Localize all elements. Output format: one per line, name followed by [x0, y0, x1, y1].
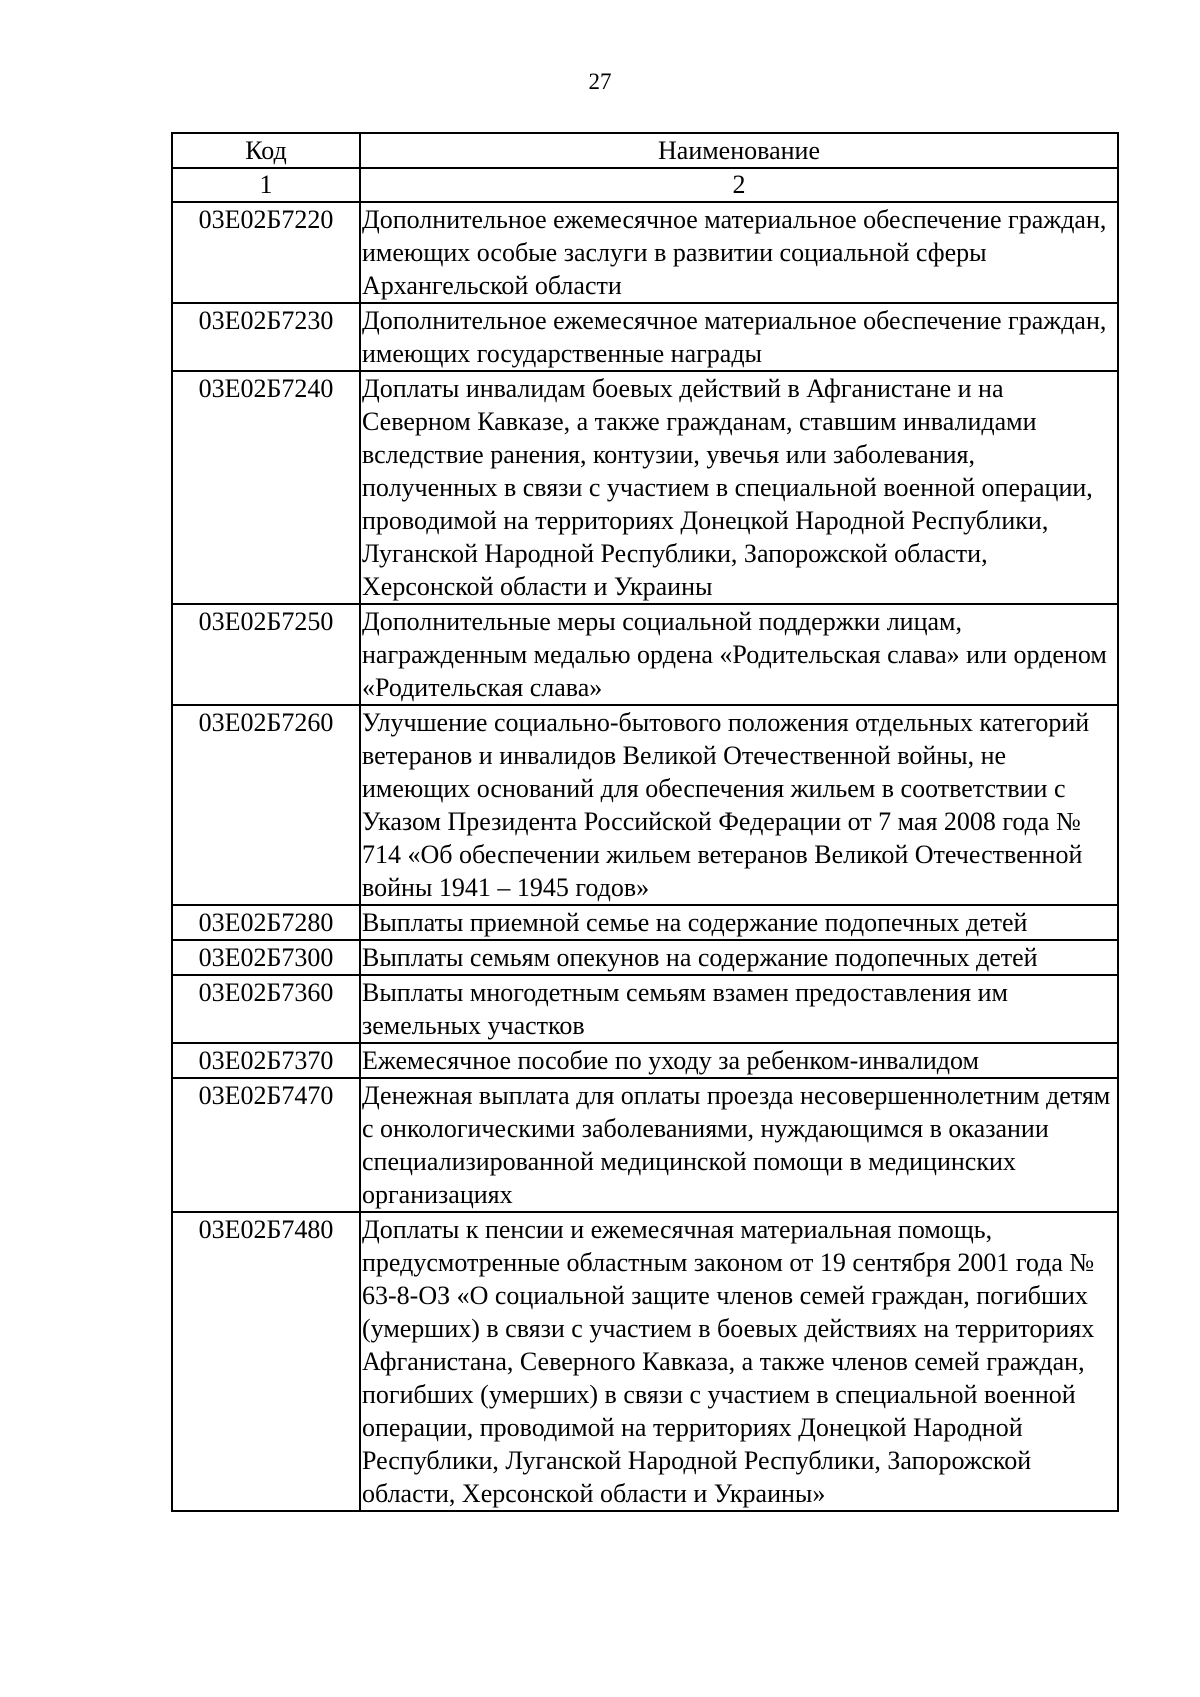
- row-code: 03Е02Б7480: [172, 1212, 360, 1511]
- table-row: [172, 371, 1118, 604]
- column-number-row: [172, 168, 1118, 202]
- column-number-name: 2: [360, 168, 1118, 202]
- table-row: [172, 1078, 1118, 1212]
- row-name: Выплаты многодетным семьям взамен предоставления им земельных участков: [360, 975, 1118, 1043]
- table-row: [172, 705, 1118, 905]
- row-name: Дополнительное ежемесячное материальное обеспечение граждан, имеющих особые заслуги в развитии социальной сферы Архангельской области: [360, 202, 1118, 303]
- row-code: 03Е02Б7360: [172, 975, 360, 1043]
- table-row: [172, 940, 1118, 975]
- row-code: 03Е02Б7230: [172, 303, 360, 371]
- row-code: 03Е02Б7240: [172, 371, 360, 604]
- header-code: Код: [172, 133, 360, 168]
- row-code: 03Е02Б7250: [172, 604, 360, 705]
- table-row: [172, 1212, 1118, 1511]
- row-code: 03Е02Б7370: [172, 1043, 360, 1078]
- table-row: [172, 202, 1118, 303]
- column-number-code: 1: [172, 168, 360, 202]
- row-name: Выплаты семьям опекунов на содержание подопечных детей: [360, 940, 1118, 975]
- table-row: [172, 604, 1118, 705]
- row-code: 03Е02Б7470: [172, 1078, 360, 1212]
- table-row: [172, 975, 1118, 1043]
- row-name: Дополнительные меры социальной поддержки лицам, награжденным медалью ордена «Родительская слава» или орденом «Родительская слава»: [360, 604, 1118, 705]
- row-name: Ежемесячное пособие по уходу за ребенком-инвалидом: [360, 1043, 1118, 1078]
- budget-code-table: [171, 132, 1119, 1512]
- table-header-row: [172, 133, 1118, 168]
- header-name: Наименование: [360, 133, 1118, 168]
- page-number: 27: [588, 69, 612, 94]
- table-row: [172, 905, 1118, 940]
- row-code: 03Е02Б7300: [172, 940, 360, 975]
- row-code: 03Е02Б7220: [172, 202, 360, 303]
- row-name: Доплаты к пенсии и ежемесячная материальная помощь, предусмотренные областным законом от 19 сентября 2001 года № 63-8-ОЗ «О социальной защите членов семей граждан, погибших (умерших) в связи с участием в боевых действиях на территориях Афганистана, Северного Кавказа, а также членов семей граждан, погибших (умерших) в связи с участием в специальной военной операции, проводимой на территориях Донецкой Народной Республики, Луганской Народной Республики, Запорожской области, Херсонской области и Украины»: [360, 1212, 1118, 1511]
- row-name: Дополнительное ежемесячное материальное обеспечение граждан, имеющих государственные награды: [360, 303, 1118, 371]
- row-name: Выплаты приемной семье на содержание подопечных детей: [360, 905, 1118, 940]
- table-row: [172, 1043, 1118, 1078]
- row-name: Улучшение социально-бытового положения отдельных категорий ветеранов и инвалидов Великой Отечественной войны, не имеющих оснований для обеспечения жильем в соответствии с Указом Президента Российской Федерации от 7 мая 2008 года № 714 «Об обеспечении жильем ветеранов Великой Отечественной войны 1941 – 1945 годов»: [360, 705, 1118, 905]
- table-row: [172, 303, 1118, 371]
- row-code: 03Е02Б7280: [172, 905, 360, 940]
- row-code: 03Е02Б7260: [172, 705, 360, 905]
- row-name: Доплаты инвалидам боевых действий в Афганистане и на Северном Кавказе, а также гражданам, ставшим инвалидами вследствие ранения, контузии, увечья или заболевания, полученных в связи с участием в специальной военной операции, проводимой на территориях Донецкой Народной Республики, Луганской Народной Республики, Запорожской области, Херсонской области и Украины: [360, 371, 1118, 604]
- row-name: Денежная выплата для оплаты проезда несовершеннолетним детям с онкологическими заболеваниями, нуждающимся в оказании специализированной медицинской помощи в медицинских организациях: [360, 1078, 1118, 1212]
